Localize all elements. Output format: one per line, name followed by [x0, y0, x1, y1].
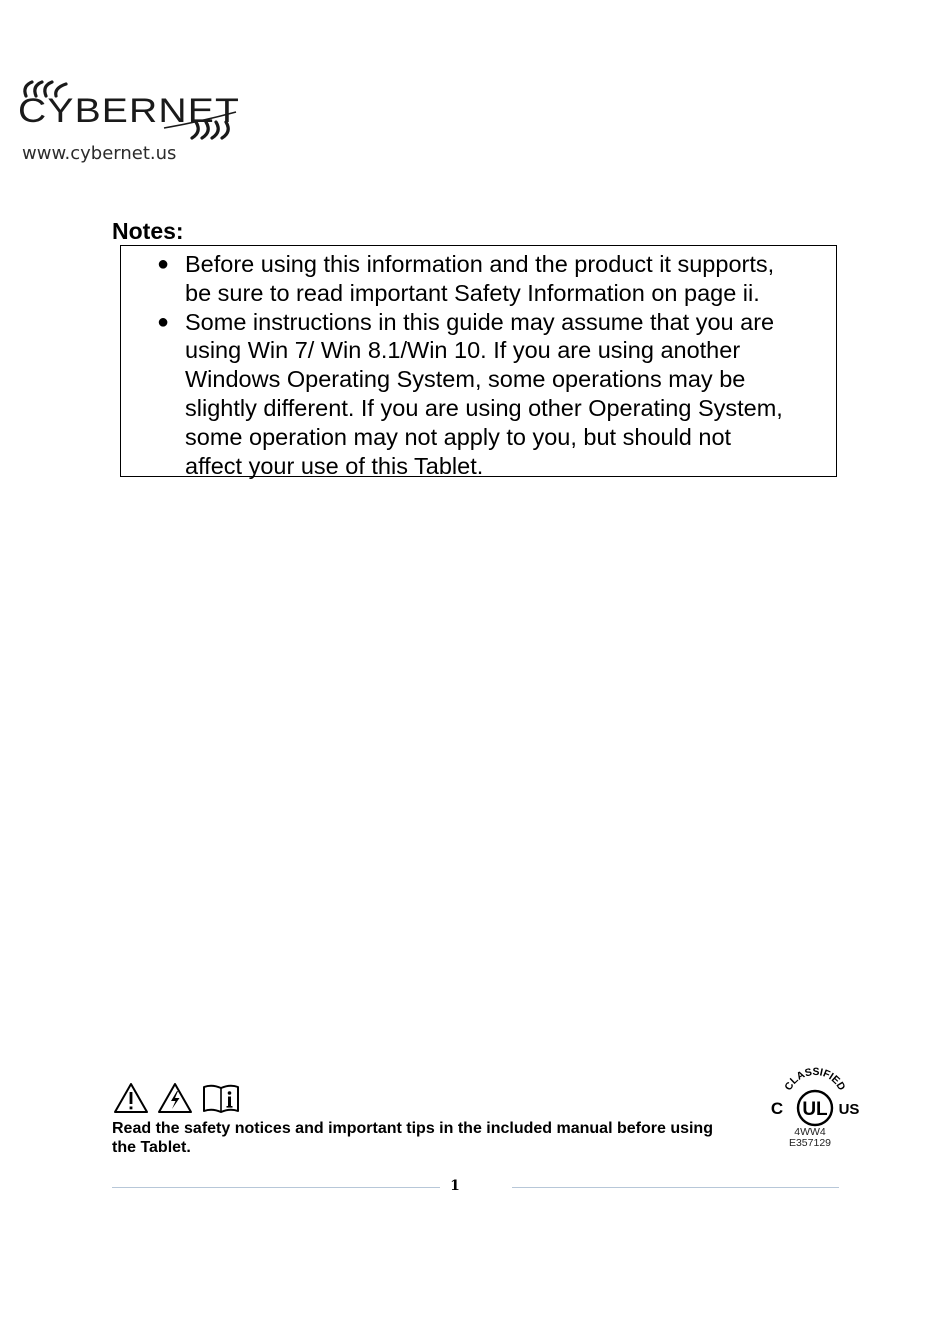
note-line: be sure to read important Safety Information on page ii.: [185, 279, 760, 306]
note-line: some operation may not apply to you, but should not: [185, 423, 732, 450]
electric-shock-warning-icon: [157, 1082, 193, 1114]
notes-list: [121, 246, 836, 480]
warning-icons: [113, 1082, 244, 1116]
note-line: affect your use of this Tablet.: [185, 452, 484, 479]
logo-url: www.cybernet.us: [22, 143, 177, 164]
page-number: 1: [450, 1178, 460, 1194]
ul-code: E357129: [788, 1137, 832, 1149]
warning-icon: [113, 1082, 149, 1114]
footer-rule-right: [512, 1187, 839, 1188]
ul-classified-label: CLASSIFIED: [782, 1065, 848, 1093]
safety-line: the Tablet.: [112, 1139, 191, 1156]
notes-box: [120, 245, 837, 477]
read-manual-icon: [202, 1082, 240, 1114]
note-line: Windows Operating System, some operations may be: [185, 366, 746, 393]
ul-code: 4WW4: [794, 1126, 826, 1138]
bullet-icon: ●: [157, 253, 170, 275]
footer-rule-left: [112, 1187, 440, 1188]
note-line: Before using this information and the product it supports,: [185, 251, 775, 277]
notes-title: Notes:: [112, 218, 184, 244]
safety-line: Read the safety notices and important tips in the included manual before using: [112, 1120, 713, 1137]
ul-right-mark: US: [838, 1101, 860, 1118]
logo-graphic: [14, 78, 246, 148]
logo-wordmark: CYBERNET: [18, 92, 240, 130]
svg-text:CLASSIFIED: [782, 1066, 848, 1093]
note-line: using Win 7/ Win 8.1/Win 10. If you are using another: [185, 337, 741, 364]
bullet-icon: ●: [157, 310, 170, 333]
note-line: slightly different. If you are using other Operating System,: [185, 394, 783, 421]
safety-notice: [112, 1119, 752, 1157]
ul-left-mark: C: [770, 1099, 784, 1118]
note-line: Some instructions in this guide may assume that you are: [185, 308, 775, 335]
list-item: [121, 250, 836, 308]
ul-center-mark: UL: [802, 1099, 828, 1120]
list-item: [121, 308, 836, 481]
